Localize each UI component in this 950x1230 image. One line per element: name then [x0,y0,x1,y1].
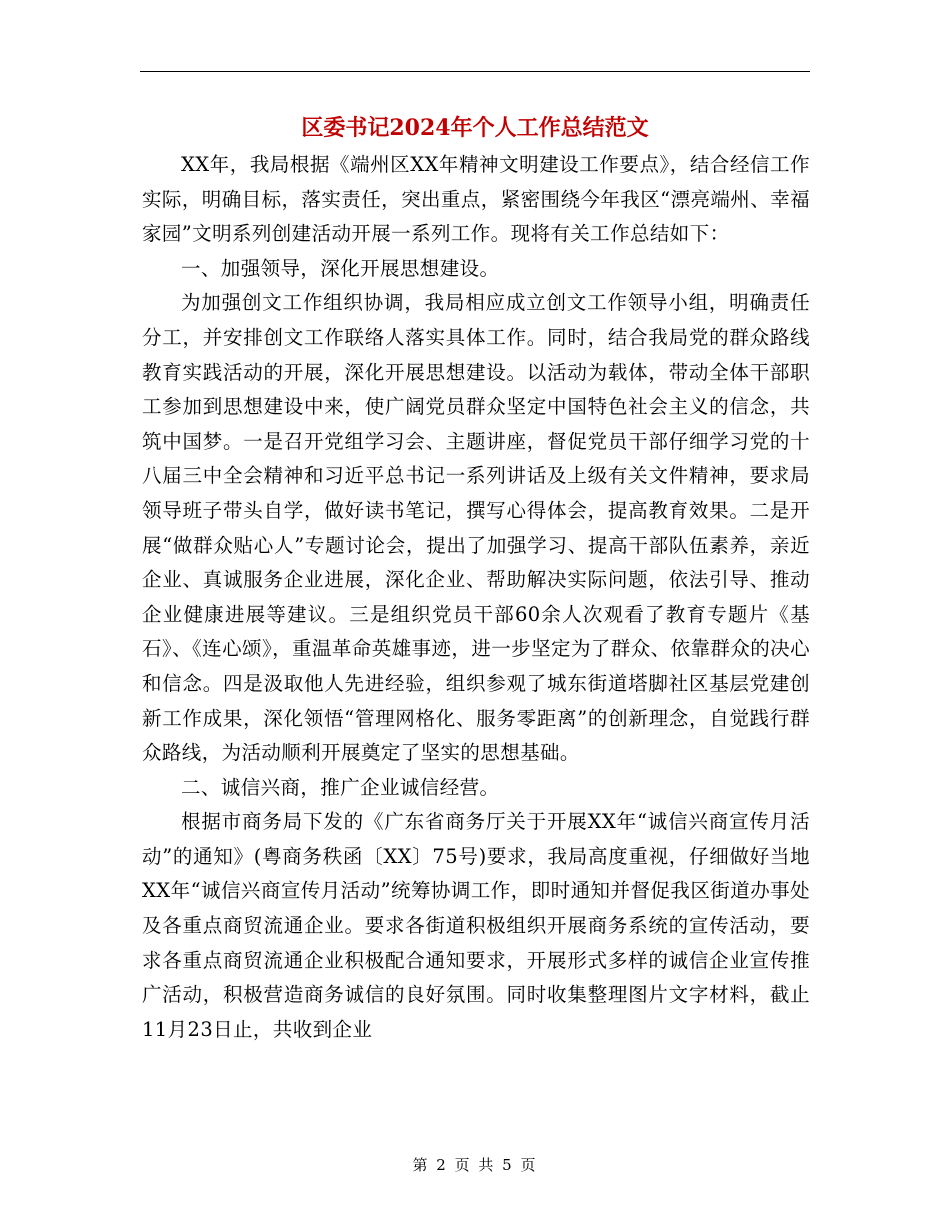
page-number-footer: 第 2 页 共 5 页 [412,1156,538,1174]
paragraph-section-2: 根据市商务局下发的《广东省商务厅关于开展XX年“诚信兴商宣传月活动”的通知》(粤商务秩函〔XX〕75号)要求，我局高度重视，仔细做好当地XX年“诚信兴商宣传月活动”统筹协调工作，即时通知并督促我区街道办事处及各重点商贸流通企业。要求各街道积极组织开展商务系统的宣传活动，要求各重点商贸流通企业积极配合通知要求，开展形式多样的诚信企业宣传推广活动，积极营造商务诚信的良好氛围。同时收集整理图片文字材料，截止11月23日止，共收到企业 [142,810,810,1041]
header-rule [140,71,810,72]
paragraph-intro: XX年，我局根据《端州区XX年精神文明建设工作要点》，结合经信工作实际，明确目标，落实责任，突出重点，紧密围绕今年我区“漂亮端州、幸福家园”文明系列创建活动开展一系列工作。现将有关工作总结如下： [142,153,810,246]
section-heading-2: 二、诚信兴商，推广企业诚信经营。 [181,775,500,799]
section-heading-1: 一、加强领导，深化开展思想建设。 [181,256,500,280]
document-body [142,148,810,1047]
document-title: 区委书记2024年个人工作总结范文 [301,115,649,141]
paragraph-section-1: 为加强创文工作组织协调，我局相应成立创文工作领导小组，明确责任分工，并安排创文工作联络人落实具体工作。同时，结合我局党的群众路线教育实践活动的开展，深化开展思想建设。以活动为载体，带动全体干部职工参加到思想建设中来，使广阔党员群众坚定中国特色社会主义的信念，共筑中国梦。一是召开党组学习会、主题讲座，督促党员干部仔细学习党的十八届三中全会精神和习近平总书记一系列讲话及上级有关文件精神，要求局领导班子带头自学，做好读书笔记，撰写心得体会，提高教育效果。二是开展“做群众贴心人”专题讨论会，提出了加强学习、提高干部队伍素养，亲近企业、真诚服务企业进展，深化企业、帮助解决实际问题，依法引导、推动企业健康进展等建议。三是组织党员干部60余人次观看了教育专题片《基石》、《连心颂》，重温革命英雄事迹，进一步坚定为了群众、依靠群众的决心和信念。四是汲取他人先进经验，组织参观了城东街道塔脚社区基层党建创新工作成果，深化领悟“管理网格化、服务零距离”的创新理念，自觉践行群众路线，为活动顺利开展奠定了坚实的思想基础。 [142,291,810,765]
